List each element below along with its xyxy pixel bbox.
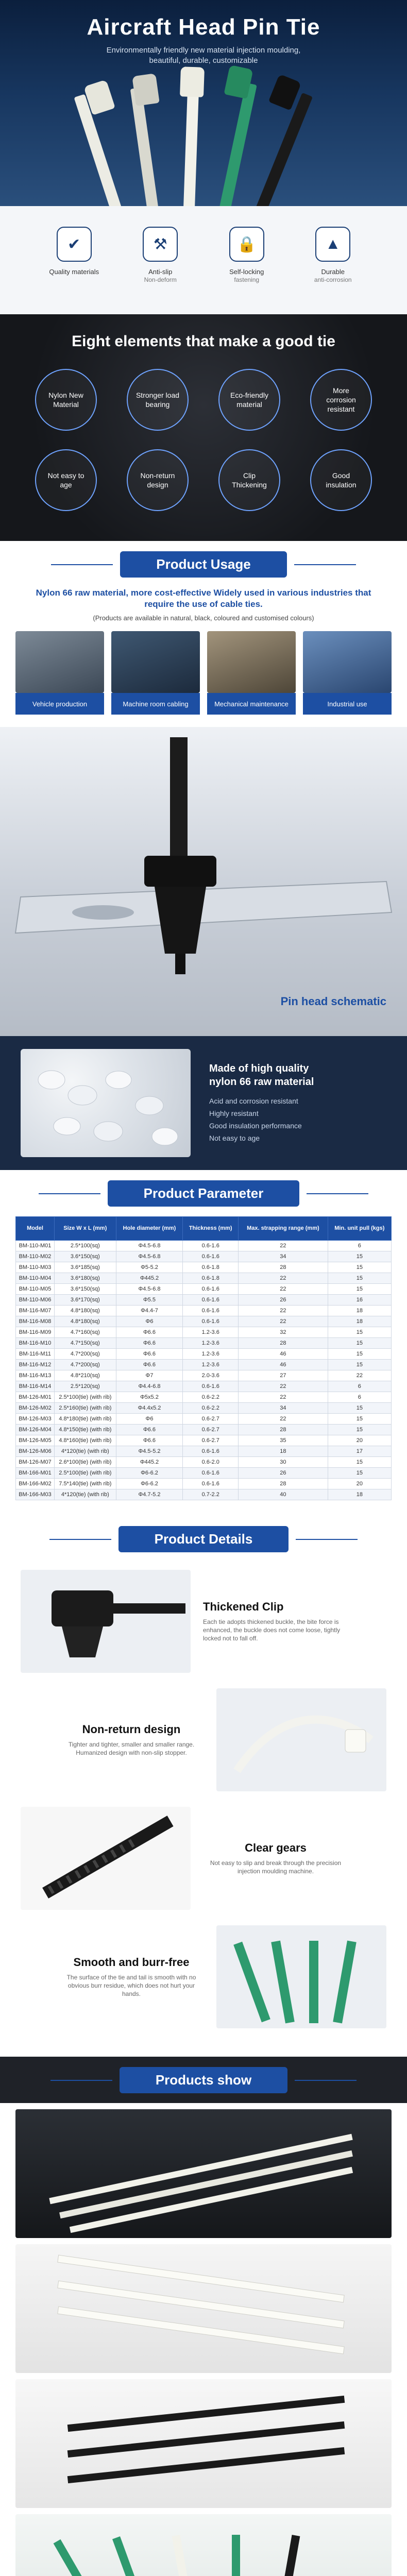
table-cell: 18 <box>328 1316 391 1327</box>
table-cell: 22 <box>239 1381 328 1392</box>
usage-photo <box>111 631 200 693</box>
detail-text <box>46 1723 216 1757</box>
usage-cards <box>0 622 407 715</box>
table-cell: Φ6.6 <box>116 1435 183 1446</box>
table-cell: Φ445.2 <box>116 1273 183 1284</box>
parameter-table <box>15 1216 392 1500</box>
show-image-green-ties <box>15 2514 392 2576</box>
table-cell: BM-126-M06 <box>16 1446 55 1457</box>
table-cell: 1.2-3.6 <box>183 1349 239 1360</box>
table-cell: BM-166-M01 <box>16 1468 55 1479</box>
table-cell: 16 <box>328 1295 391 1306</box>
table-cell: Φ6.6 <box>116 1360 183 1370</box>
table-cell: 0.6-1.6 <box>183 1446 239 1457</box>
table-cell: 2.5*100(tie) (with rib) <box>54 1392 116 1403</box>
table-cell: 3.6*180(sq) <box>54 1273 116 1284</box>
lock-icon: 🔒 <box>229 227 264 262</box>
table-cell: 20 <box>328 1435 391 1446</box>
material-item: Good insulation performance <box>209 1122 302 1130</box>
table-row <box>16 1327 392 1338</box>
table-cell: 4.8*180(sq) <box>54 1316 116 1327</box>
usage-photo <box>207 631 296 693</box>
hero-title: Aircraft Head Pin Tie <box>87 14 320 40</box>
table-cell: 32 <box>239 1327 328 1338</box>
white-ties-photo-2 <box>15 2244 392 2373</box>
element-circle-grid <box>0 369 407 511</box>
table-cell: 0.6-2.2 <box>183 1403 239 1414</box>
usage-card-vehicle <box>15 631 104 715</box>
table-cell: 0.6-1.6 <box>183 1251 239 1262</box>
show-section-header <box>0 2057 407 2103</box>
table-cell: 4.8*150(tie) (with rib) <box>54 1425 116 1435</box>
table-cell: BM-116-M11 <box>16 1349 55 1360</box>
table-cell: 4.8*180(tie) (with rib) <box>54 1414 116 1425</box>
table-row <box>16 1284 392 1295</box>
detail-title: Smooth and burr-free <box>73 1956 190 1969</box>
detail-thickened-clip <box>0 1562 407 1681</box>
table-cell: Φ4.4-6.8 <box>116 1381 183 1392</box>
table-cell: BM-110-M02 <box>16 1251 55 1262</box>
table-cell: BM-110-M06 <box>16 1295 55 1306</box>
hero-subtitle-line1: Environmentally friendly new material injection moulding, <box>106 46 301 55</box>
table-cell: Φ4.5-5.2 <box>116 1446 183 1457</box>
table-cell: 0.6-1.6 <box>183 1284 239 1295</box>
usage-intro <box>0 587 407 622</box>
detail-desc: Tighter and tighter, smaller and smaller range. Humanized design with non-slip stopper. <box>68 1741 195 1756</box>
table-cell: 0.6-2.2 <box>183 1392 239 1403</box>
table-cell: Φ4.7-5.2 <box>116 1489 183 1500</box>
feature-icons <box>0 206 407 314</box>
table-cell: 15 <box>328 1403 391 1414</box>
material-item: Not easy to age <box>209 1134 260 1142</box>
table-row <box>16 1349 392 1360</box>
smooth-tie-illustration <box>216 1925 386 2028</box>
table-cell: 30 <box>239 1457 328 1468</box>
feature-self-locking <box>213 227 280 284</box>
table-cell: 0.6-2.7 <box>183 1414 239 1425</box>
table-cell: 28 <box>239 1479 328 1489</box>
header-cell: Size W x L (mm) <box>54 1217 116 1241</box>
table-cell: 0.6-1.8 <box>183 1262 239 1273</box>
table-cell: BM-166-M02 <box>16 1479 55 1489</box>
table-cell: 22 <box>239 1284 328 1295</box>
table-row <box>16 1381 392 1392</box>
table-cell: Φ5.5 <box>116 1295 183 1306</box>
table-row <box>16 1414 392 1425</box>
table-cell: 15 <box>328 1251 391 1262</box>
show-image-white-ties-2 <box>15 2244 392 2373</box>
table-cell: 22 <box>239 1241 328 1251</box>
shield-check-icon: ✔ <box>57 227 92 262</box>
table-cell: 28 <box>239 1262 328 1273</box>
table-cell: BM-126-M02 <box>16 1403 55 1414</box>
feature-durable <box>299 227 366 284</box>
table-cell: 18 <box>239 1446 328 1457</box>
table-cell: 15 <box>328 1338 391 1349</box>
show-image-black-ties <box>15 2379 392 2508</box>
detail-clear-gears <box>0 1799 407 1918</box>
table-row <box>16 1468 392 1479</box>
element-circle: Nylon New Material <box>35 369 97 431</box>
table-cell: BM-110-M04 <box>16 1273 55 1284</box>
table-cell: 3.6*170(sq) <box>54 1295 116 1306</box>
table-row <box>16 1489 392 1500</box>
table-cell: 27 <box>239 1370 328 1381</box>
material-item: Acid and corrosion resistant <box>209 1097 298 1105</box>
tie-black <box>255 93 313 206</box>
table-cell: Φ5x5.2 <box>116 1392 183 1403</box>
element-circle: Not easy to age <box>35 449 97 511</box>
non-return-illustration <box>216 1688 386 1791</box>
table-row <box>16 1262 392 1273</box>
table-cell: 22 <box>239 1392 328 1403</box>
table-cell: 4.7*150(sq) <box>54 1338 116 1349</box>
details-section-header <box>0 1516 407 1562</box>
table-cell: BM-116-M14 <box>16 1381 55 1392</box>
table-cell: 0.6-2.7 <box>183 1425 239 1435</box>
table-cell: 18 <box>328 1489 391 1500</box>
header-cell: Model <box>16 1217 55 1241</box>
table-row <box>16 1360 392 1370</box>
hero-ties-image <box>0 62 407 206</box>
table-cell: 34 <box>239 1403 328 1414</box>
usage-headline: Nylon 66 raw material, more cost-effective Widely used in various industries that require the use of cable ties. <box>36 588 371 609</box>
feature-anti-slip <box>127 227 194 284</box>
table-cell: 22 <box>328 1370 391 1381</box>
table-cell: 0.6-1.8 <box>183 1273 239 1284</box>
table-cell: 3.6*150(sq) <box>54 1284 116 1295</box>
table-cell: Φ4.4-7 <box>116 1306 183 1316</box>
table-cell: Φ4.5-6.8 <box>116 1251 183 1262</box>
table-cell: BM-116-M07 <box>16 1306 55 1316</box>
feature-label: Durable <box>321 268 345 276</box>
table-cell: 26 <box>239 1468 328 1479</box>
table-cell: 2.5*120(sq) <box>54 1381 116 1392</box>
usage-section-header <box>0 541 407 587</box>
table-cell: 17 <box>328 1446 391 1457</box>
table-row <box>16 1425 392 1435</box>
table-cell: 0.6-1.6 <box>183 1306 239 1316</box>
show-image-white-ties <box>15 2109 392 2238</box>
table-cell: 22 <box>239 1316 328 1327</box>
table-cell: BM-126-M03 <box>16 1414 55 1425</box>
detail-desc: Not easy to slip and break through the precision injection moulding machine. <box>210 1859 342 1875</box>
table-row <box>16 1251 392 1262</box>
table-cell: 3.6*185(sq) <box>54 1262 116 1273</box>
detail-text <box>191 1841 361 1875</box>
material-title-line1: Made of high quality <box>209 1063 309 1074</box>
pin-head-schematic <box>0 727 407 1036</box>
table-row <box>16 1370 392 1381</box>
table-cell: Φ6.6 <box>116 1327 183 1338</box>
table-cell: 15 <box>328 1327 391 1338</box>
table-cell: 15 <box>328 1273 391 1284</box>
element-circle: Stronger load bearing <box>127 369 189 431</box>
table-row <box>16 1479 392 1489</box>
table-cell: 46 <box>239 1360 328 1370</box>
table-cell: 0.6-1.6 <box>183 1381 239 1392</box>
parameter-section-header <box>0 1170 407 1216</box>
table-cell: 0.6-1.6 <box>183 1479 239 1489</box>
table-cell: BM-116-M12 <box>16 1360 55 1370</box>
table-cell: 0.6-2.7 <box>183 1435 239 1446</box>
detail-image-gears <box>21 1807 191 1910</box>
tie-head-white-2 <box>132 73 160 106</box>
tie-head-black <box>268 74 301 110</box>
table-row <box>16 1435 392 1446</box>
table-cell: BM-116-M08 <box>16 1316 55 1327</box>
table-cell: 15 <box>328 1425 391 1435</box>
usage-photo <box>15 631 104 693</box>
table-cell: BM-126-M07 <box>16 1457 55 1468</box>
table-row <box>16 1338 392 1349</box>
table-cell: 4.7*200(sq) <box>54 1360 116 1370</box>
table-row <box>16 1392 392 1403</box>
eight-elements-title: Eight elements that make a good tie <box>72 333 335 350</box>
white-ties-photo <box>15 2109 392 2238</box>
table-cell: Φ4.5-6.8 <box>116 1284 183 1295</box>
gears-illustration <box>21 1807 191 1910</box>
detail-title: Clear gears <box>245 1841 307 1854</box>
table-cell: BM-126-M04 <box>16 1425 55 1435</box>
table-cell: Φ6.6 <box>116 1349 183 1360</box>
droplet-icon: ▲ <box>315 227 350 262</box>
table-cell: 34 <box>239 1251 328 1262</box>
table-cell: 18 <box>328 1306 391 1316</box>
element-circle: More corrosion resistant <box>310 369 372 431</box>
table-cell: 2.5*160(tie) (with rib) <box>54 1403 116 1414</box>
tie-white-3 <box>183 82 199 206</box>
table-row <box>16 1316 392 1327</box>
element-circle: Eco-friendly material <box>218 369 280 431</box>
table-cell: 2.5*100(tie) (with rib) <box>54 1468 116 1479</box>
table-row <box>16 1403 392 1414</box>
table-cell: 4.8*210(sq) <box>54 1370 116 1381</box>
table-cell: 0.6-1.6 <box>183 1468 239 1479</box>
green-ties-photo <box>15 2514 392 2576</box>
black-ties-photo <box>15 2379 392 2508</box>
table-cell: 15 <box>328 1349 391 1360</box>
usage-card-mechanical <box>207 631 296 715</box>
usage-photo <box>303 631 392 693</box>
usage-caption: Industrial use <box>303 693 392 715</box>
tie-head-white-3 <box>180 66 205 97</box>
detail-text <box>191 1600 361 1642</box>
detail-desc: The surface of the tie and tail is smooth with no obvious burr residue, which does not hurt your hands. <box>66 1974 196 1997</box>
table-cell: 4*120(tie) (with rib) <box>54 1489 116 1500</box>
table-cell: 2.5*100(sq) <box>54 1241 116 1251</box>
table-cell: Φ6-6.2 <box>116 1479 183 1489</box>
element-circle: Clip Thickening <box>218 449 280 511</box>
table-cell: 4.7*200(sq) <box>54 1349 116 1360</box>
table-row <box>16 1306 392 1316</box>
pellets-illustration <box>21 1049 191 1157</box>
detail-image-non-return <box>216 1688 386 1791</box>
table-cell: 22 <box>239 1306 328 1316</box>
feature-label: Self-locking <box>229 268 264 276</box>
header-cell: Min. unit pull (kgs) <box>328 1217 391 1241</box>
table-cell: 6 <box>328 1381 391 1392</box>
usage-caption: Vehicle production <box>15 693 104 715</box>
table-cell: 15 <box>328 1414 391 1425</box>
table-cell: 4.8*160(tie) (with rib) <box>54 1435 116 1446</box>
table-cell: 0.7-2.2 <box>183 1489 239 1500</box>
table-cell: Φ4.5-6.8 <box>116 1241 183 1251</box>
material-item: Highly resistant <box>209 1109 259 1117</box>
nylon-pellets-image <box>21 1049 191 1157</box>
usage-note: (Products are available in natural, black, coloured and customised colours) <box>93 614 314 622</box>
feature-sublabel: anti-corrosion <box>314 276 352 283</box>
table-cell: 6 <box>328 1392 391 1403</box>
feature-label: Quality materials <box>49 268 99 276</box>
table-cell: Φ445.2 <box>116 1457 183 1468</box>
table-cell: 1.2-3.6 <box>183 1338 239 1349</box>
usage-section-title: Product Usage <box>120 551 287 578</box>
table-cell: BM-110-M01 <box>16 1241 55 1251</box>
table-cell: 28 <box>239 1425 328 1435</box>
header-cell: Max. strapping range (mm) <box>239 1217 328 1241</box>
tie-green <box>218 83 257 206</box>
parameter-header-row <box>16 1217 392 1241</box>
table-cell: Φ6-6.2 <box>116 1468 183 1479</box>
table-cell: 4.8*180(sq) <box>54 1306 116 1316</box>
header-cell: Thickness (mm) <box>183 1217 239 1241</box>
detail-text <box>46 1956 216 1998</box>
eight-elements-section <box>0 314 407 541</box>
table-cell: 4.7*160(sq) <box>54 1327 116 1338</box>
table-cell: BM-166-M03 <box>16 1489 55 1500</box>
table-cell: 22 <box>239 1273 328 1284</box>
parameter-section-title: Product Parameter <box>108 1180 300 1207</box>
usage-card-machine-room <box>111 631 200 715</box>
usage-caption: Machine room cabling <box>111 693 200 715</box>
hero-banner <box>0 0 407 206</box>
table-row <box>16 1241 392 1251</box>
table-cell: 0.6-2.0 <box>183 1457 239 1468</box>
material-section <box>0 1036 407 1170</box>
table-cell: BM-116-M10 <box>16 1338 55 1349</box>
table-cell: 15 <box>328 1360 391 1370</box>
table-cell: BM-116-M13 <box>16 1370 55 1381</box>
table-cell: 0.6-1.6 <box>183 1295 239 1306</box>
table-cell: 40 <box>239 1489 328 1500</box>
usage-card-industrial <box>303 631 392 715</box>
table-cell: 1.2-3.6 <box>183 1360 239 1370</box>
table-cell: Φ4.4x5.2 <box>116 1403 183 1414</box>
usage-caption: Mechanical maintenance <box>207 693 296 715</box>
feature-quality <box>41 227 108 276</box>
table-cell: Φ6.6 <box>116 1338 183 1349</box>
table-cell: Φ6 <box>116 1414 183 1425</box>
table-cell: 15 <box>328 1262 391 1273</box>
detail-title: Thickened Clip <box>203 1600 284 1613</box>
detail-smooth <box>0 1918 407 2036</box>
details-section-title: Product Details <box>118 1526 289 1552</box>
element-circle: Non-return design <box>127 449 189 511</box>
material-title-line2: nylon 66 raw material <box>209 1076 314 1088</box>
table-cell: 15 <box>328 1284 391 1295</box>
material-text <box>209 1062 314 1144</box>
table-cell: 6 <box>328 1241 391 1251</box>
table-cell: 3.6*150(sq) <box>54 1251 116 1262</box>
table-row <box>16 1446 392 1457</box>
table-cell: 20 <box>328 1479 391 1489</box>
table-cell: 4*120(tie) (with rib) <box>54 1446 116 1457</box>
detail-image-smooth <box>216 1925 386 2028</box>
table-cell: 7.5*140(tie) (with rib) <box>54 1479 116 1489</box>
table-cell: 0.6-1.6 <box>183 1241 239 1251</box>
table-cell: 22 <box>239 1414 328 1425</box>
detail-image-clip <box>21 1570 191 1673</box>
clip-illustration <box>21 1570 191 1673</box>
tie-white-2 <box>130 88 160 206</box>
table-cell: 2.0-3.6 <box>183 1370 239 1381</box>
feature-label: Anti-slip <box>148 268 173 276</box>
table-cell: 46 <box>239 1349 328 1360</box>
table-cell: Φ6.6 <box>116 1425 183 1435</box>
table-cell: Φ7 <box>116 1370 183 1381</box>
table-cell: Φ6 <box>116 1316 183 1327</box>
table-row <box>16 1295 392 1306</box>
table-row <box>16 1273 392 1284</box>
parameter-table-body <box>16 1241 392 1500</box>
element-circle: Good insulation <box>310 449 372 511</box>
table-cell: 2.6*100(tie) (with rib) <box>54 1457 116 1468</box>
detail-desc: Each tie adopts thickened buckle, the bite force is enhanced, the buckle does not come loose, tightly locked not to fall off. <box>203 1618 341 1642</box>
table-cell: 1.2-3.6 <box>183 1327 239 1338</box>
wrench-icon: ⚒ <box>143 227 178 262</box>
table-cell: 35 <box>239 1435 328 1446</box>
detail-non-return <box>0 1681 407 1799</box>
table-cell: 15 <box>328 1468 391 1479</box>
table-cell: BM-126-M01 <box>16 1392 55 1403</box>
feature-sublabel: fastening <box>234 276 260 283</box>
schematic-label: Pin head schematic <box>280 995 386 1008</box>
detail-title: Non-return design <box>82 1723 181 1736</box>
feature-sublabel: Non-deform <box>144 276 177 283</box>
table-cell: 26 <box>239 1295 328 1306</box>
table-cell: 28 <box>239 1338 328 1349</box>
table-cell: 15 <box>328 1457 391 1468</box>
table-cell: BM-116-M09 <box>16 1327 55 1338</box>
table-cell: 0.6-1.6 <box>183 1316 239 1327</box>
table-cell: BM-126-M05 <box>16 1435 55 1446</box>
table-row <box>16 1457 392 1468</box>
header-cell: Hole diameter (mm) <box>116 1217 183 1241</box>
table-cell: Φ5-5.2 <box>116 1262 183 1273</box>
hero-subtitle-line2: beautiful, durable, customizable <box>149 56 258 65</box>
pin-head-illustration <box>0 727 407 1036</box>
show-section-title: Products show <box>120 2067 287 2093</box>
table-cell: BM-110-M03 <box>16 1262 55 1273</box>
table-cell: BM-110-M05 <box>16 1284 55 1295</box>
